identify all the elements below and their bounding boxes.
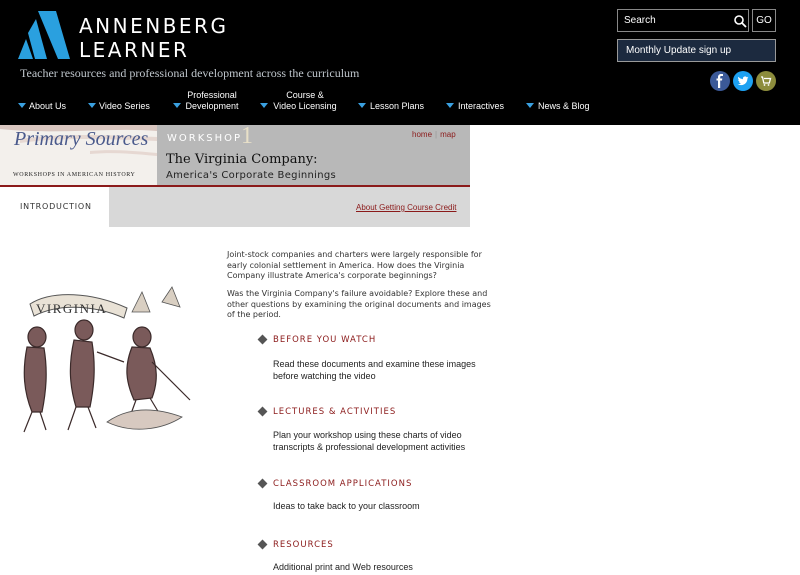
logo-line-2: LEARNER xyxy=(79,38,190,62)
series-title: Primary Sources xyxy=(14,128,149,150)
search-icon[interactable] xyxy=(733,14,747,28)
section-description: Ideas to take back to your classroom xyxy=(273,501,420,511)
twitter-icon[interactable] xyxy=(733,71,753,91)
nav-lesson-plans[interactable] xyxy=(370,101,424,112)
section-description: Read these documents and examine these images before watching the video xyxy=(273,359,476,381)
nav-video-series[interactable] xyxy=(99,101,150,112)
header-links xyxy=(412,130,456,139)
logo-line-1: ANNENBERG xyxy=(79,14,229,38)
resources-link[interactable]: RESOURCES xyxy=(273,540,334,550)
logo-text[interactable] xyxy=(79,14,228,62)
nav-about-us[interactable] xyxy=(29,101,66,112)
nav-professional-development[interactable] xyxy=(182,90,242,112)
site-header xyxy=(0,0,800,125)
chevron-down-icon xyxy=(526,103,534,108)
monthly-update-button[interactable]: Monthly Update sign up xyxy=(617,39,776,62)
workshop-subtitle: America's Corporate Beginnings xyxy=(166,170,337,181)
facebook-icon[interactable] xyxy=(710,71,730,91)
course-credit-link[interactable]: About Getting Course Credit xyxy=(356,203,457,212)
diamond-bullet-icon xyxy=(258,540,268,550)
chevron-down-icon xyxy=(260,103,268,108)
section-description: Additional print and Web resources xyxy=(273,562,413,572)
workshop-number: 1 xyxy=(241,123,253,149)
diamond-bullet-icon xyxy=(258,479,268,489)
nav-label: Lesson Plans xyxy=(370,101,425,111)
tagline: Teacher resources and professional development across the curriculum xyxy=(20,66,360,80)
chevron-down-icon xyxy=(358,103,366,108)
chevron-down-icon xyxy=(173,103,181,108)
diamond-bullet-icon xyxy=(258,335,268,345)
link-separator: | xyxy=(435,130,438,139)
virginia-illustration xyxy=(12,282,202,442)
annenberg-logo-icon[interactable] xyxy=(18,11,70,59)
nav-label: Interactives xyxy=(458,101,505,111)
nav-interactives[interactable] xyxy=(458,101,504,112)
intro-paragraph-2: Was the Virginia Company's failure avoidable? Explore these and other questions by examining the original documents and images of the period. xyxy=(227,289,491,319)
home-link[interactable]: home xyxy=(412,130,433,139)
nav-news-blog[interactable] xyxy=(538,101,590,112)
nav-label-line2: Development xyxy=(185,101,239,111)
nav-label-line1: Course & xyxy=(286,90,324,100)
nav-label-line2: Video Licensing xyxy=(273,101,337,111)
search-input[interactable] xyxy=(618,10,728,31)
go-button[interactable]: GO xyxy=(752,9,776,32)
workshop-title: The Virginia Company: xyxy=(166,152,318,167)
diamond-bullet-icon xyxy=(258,407,268,417)
illustration-banner-text: VIRGINIA xyxy=(36,301,108,316)
tab-introduction[interactable]: INTRODUCTION xyxy=(20,202,92,211)
map-link[interactable]: map xyxy=(440,130,456,139)
search-box xyxy=(617,9,749,32)
intro-paragraph-1: Joint-stock companies and charters were largely responsible for early colonial settlement in America. How does the Virginia Company illustrate America's corporate beginnings? xyxy=(227,250,482,280)
nav-label: Video Series xyxy=(99,101,150,111)
nav-label: About Us xyxy=(29,101,67,111)
workshop-label: WORKSHOP xyxy=(167,133,243,144)
series-subtitle: WORKSHOPS IN AMERICAN HISTORY xyxy=(13,172,136,178)
chevron-down-icon xyxy=(18,103,26,108)
chevron-down-icon xyxy=(88,103,96,108)
nav-label: News & Blog xyxy=(538,101,590,111)
chevron-down-icon xyxy=(446,103,454,108)
section-description: Plan your workshop using these charts of video transcripts & professional development activities xyxy=(273,430,466,452)
lectures-activities-link[interactable]: LECTURES & ACTIVITIES xyxy=(273,407,397,417)
cart-icon[interactable] xyxy=(756,71,776,91)
nav-label-line1: Professional xyxy=(187,90,237,100)
nav-course-video-licensing[interactable] xyxy=(270,90,340,112)
before-you-watch-link[interactable]: BEFORE YOU WATCH xyxy=(273,335,377,345)
classroom-applications-link[interactable]: CLASSROOM APPLICATIONS xyxy=(273,479,413,489)
